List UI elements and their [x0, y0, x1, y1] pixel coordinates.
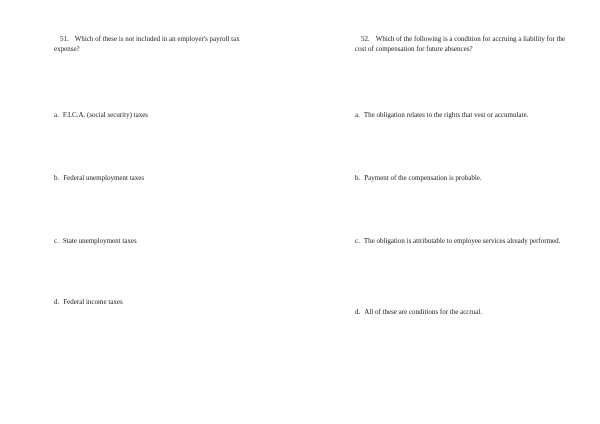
option-text: Federal unemployment taxes [63, 174, 145, 182]
question-51-stem [54, 34, 264, 54]
question-number: 51. [60, 35, 69, 43]
option-letter: c. [54, 237, 59, 245]
option-letter: a. [54, 111, 59, 119]
option-text: Payment of the compensation is probable. [364, 174, 482, 182]
option-text: Federal income taxes [63, 298, 123, 306]
question-52-option-b [355, 173, 567, 183]
question-51-option-d [54, 297, 264, 307]
option-letter: d. [355, 308, 361, 316]
question-52-option-a [355, 110, 567, 120]
option-text: The obligation is attributable to employee services already performed. [363, 237, 561, 245]
option-text: F.I.C.A. (social security) taxes [62, 111, 149, 119]
question-52-option-c [355, 236, 567, 246]
option-letter: a. [355, 111, 360, 119]
question-51-option-b [54, 173, 264, 183]
question-52-block [355, 34, 567, 316]
question-text: Which of the following is a condition for accruing a liability for the cost of compensation for future absences? [355, 35, 566, 53]
option-letter: d. [54, 298, 60, 306]
question-number: 52. [361, 35, 370, 43]
option-letter: c. [355, 237, 360, 245]
question-52-stem [355, 34, 567, 54]
option-text: All of these are conditions for the accrual. [364, 308, 483, 316]
option-text: State unemployment taxes [62, 237, 137, 245]
question-51-option-a [54, 110, 264, 120]
option-letter: b. [355, 174, 361, 182]
option-text: The obligation relates to the rights that vest or accumulate. [363, 111, 529, 119]
question-text: Which of these is not included in an employer's payroll tax expense? [54, 35, 240, 53]
question-51-option-c [54, 236, 264, 246]
question-51-block [54, 34, 264, 306]
option-letter: b. [54, 174, 60, 182]
question-52-option-d [355, 307, 567, 317]
